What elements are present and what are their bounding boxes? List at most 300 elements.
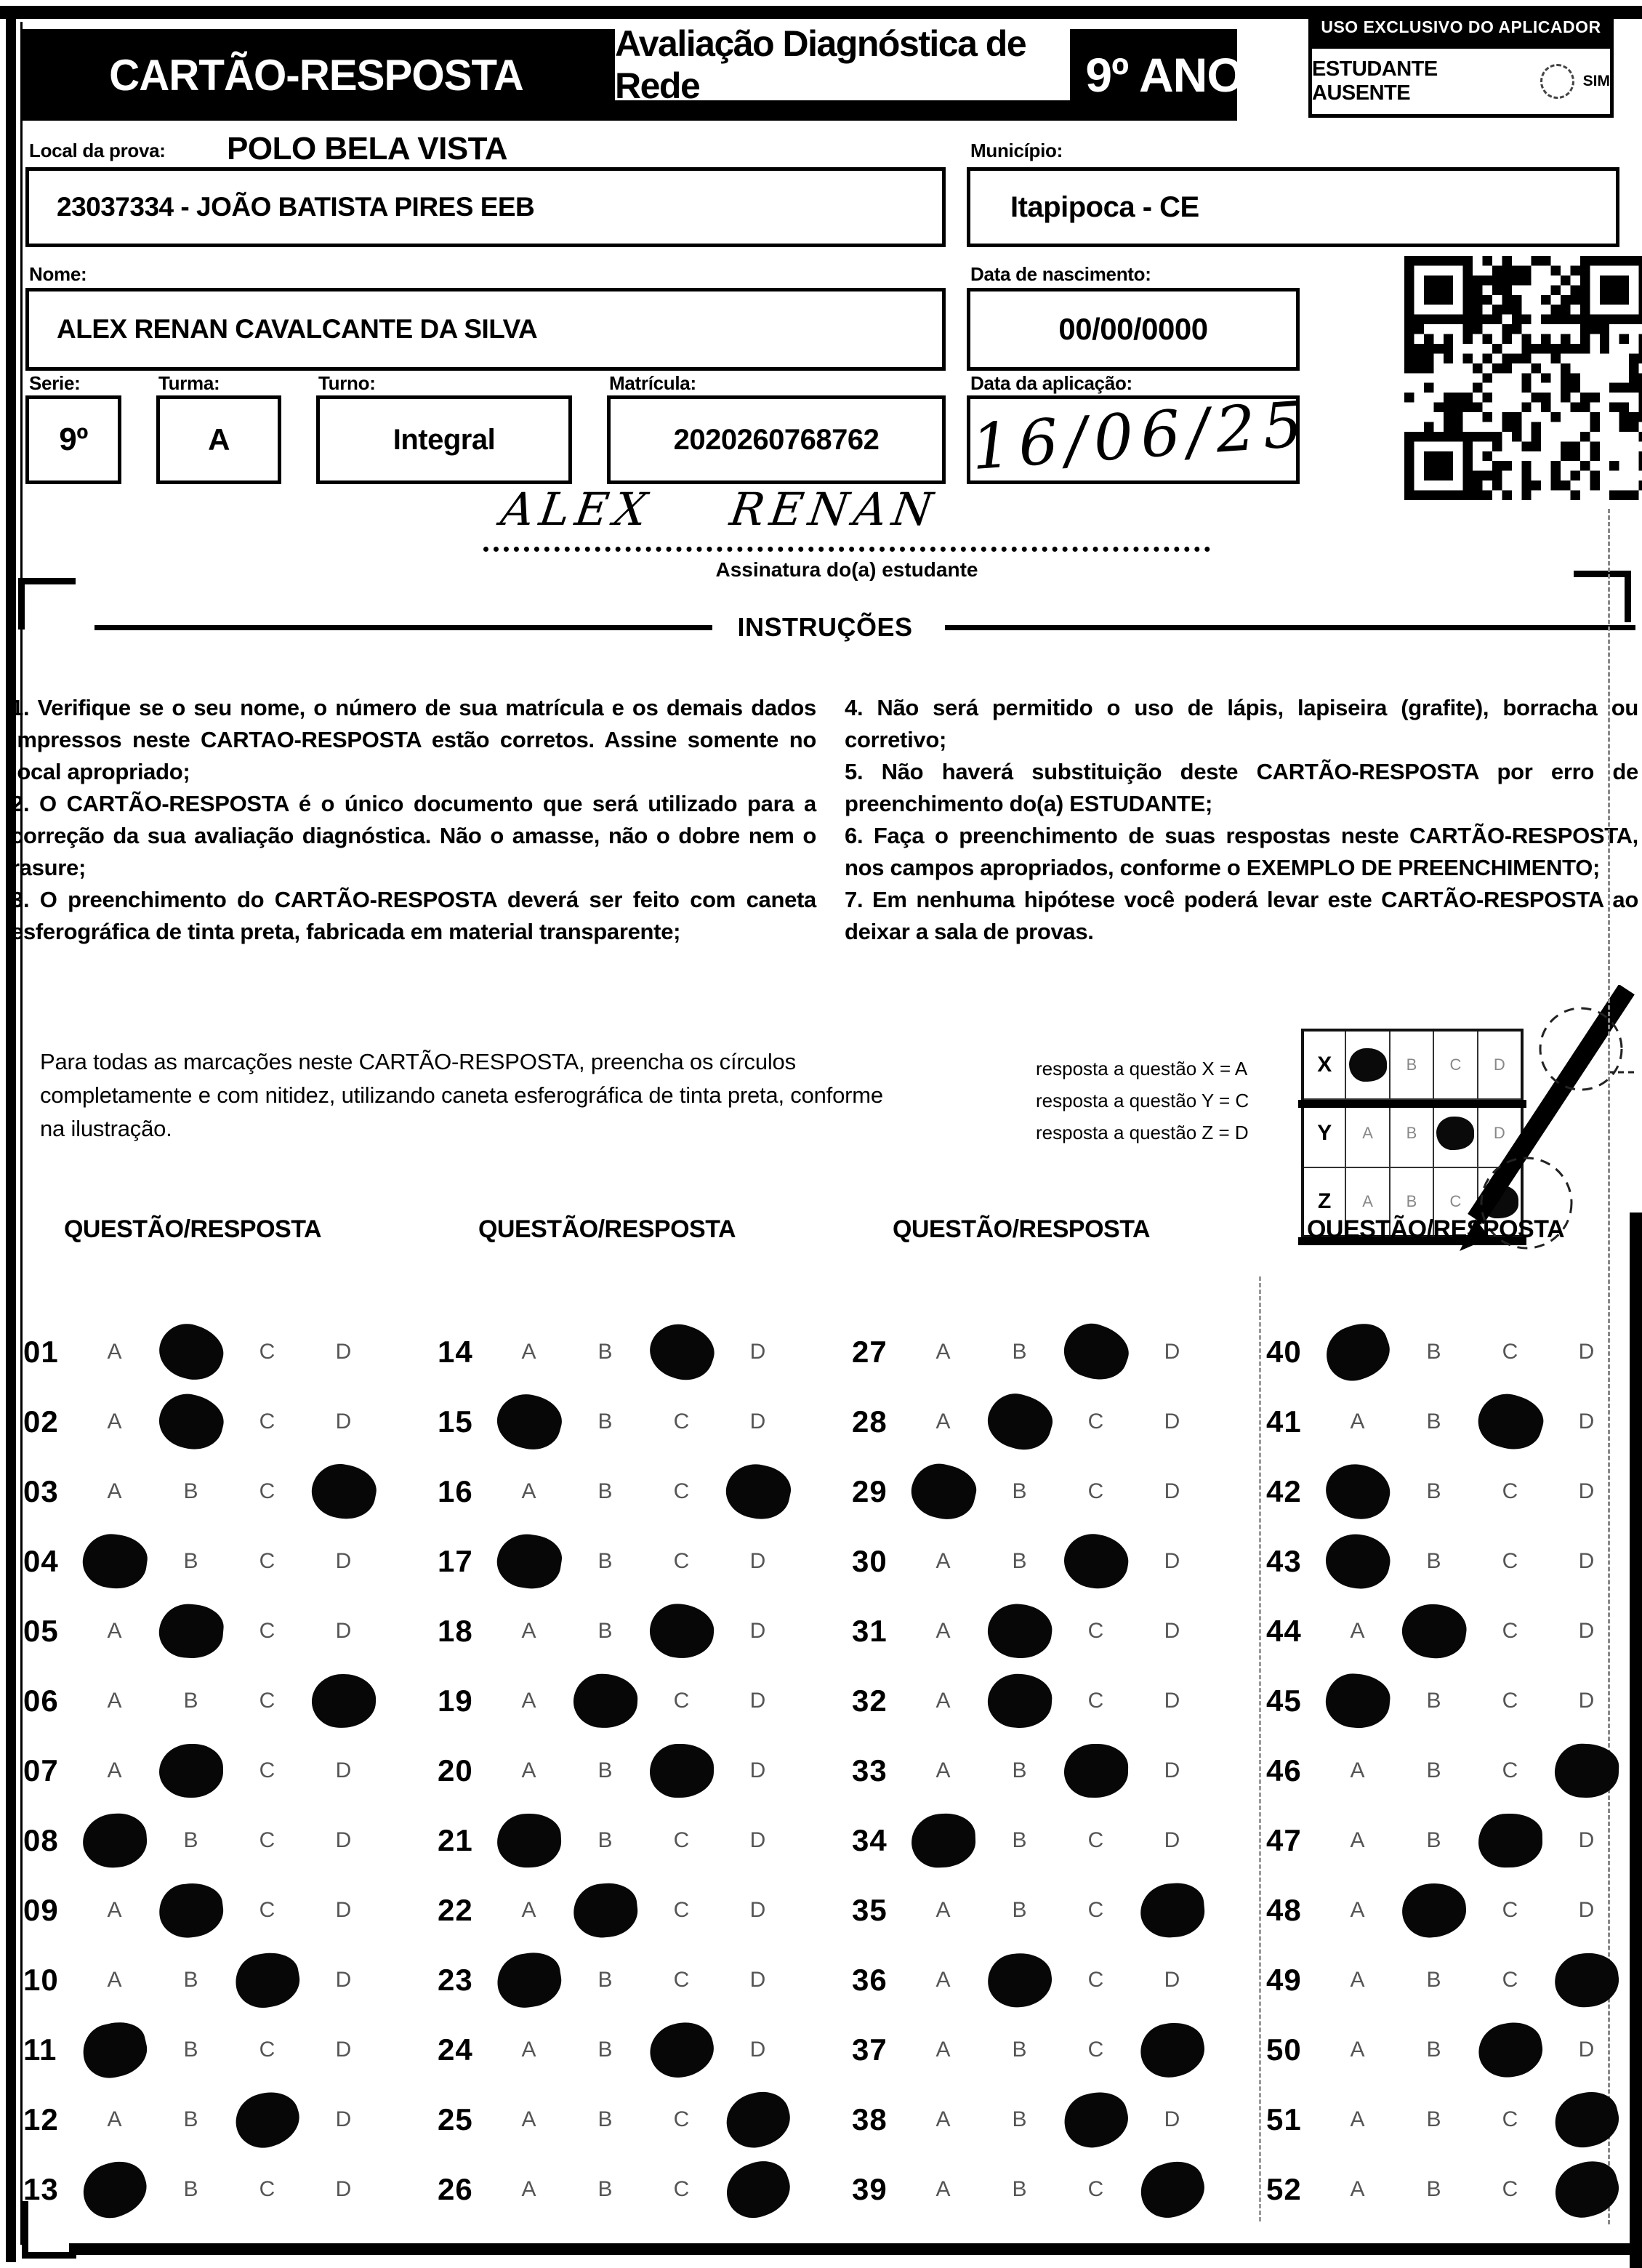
marked-bubble[interactable]: [720, 2086, 796, 2154]
answer-bubble[interactable]: [1478, 1549, 1543, 1574]
answer-bubble[interactable]: [1063, 1619, 1129, 1644]
answer-bubble[interactable]: [82, 1689, 148, 1713]
answer-bubble[interactable]: [1401, 2107, 1467, 2132]
answer-bubble[interactable]: [1063, 1689, 1129, 1713]
answer-bubble[interactable]: [496, 1535, 562, 1588]
answer-bubble[interactable]: [1325, 1674, 1391, 1728]
marked-bubble[interactable]: [496, 1812, 563, 1870]
example-legend-line: resposta a questão Z = D: [1036, 1122, 1249, 1143]
answer-bubble[interactable]: [987, 1898, 1053, 1923]
answer-bubble[interactable]: [649, 1828, 715, 1853]
answer-bubble[interactable]: [1401, 2038, 1467, 2062]
answer-bubble[interactable]: [573, 1828, 638, 1853]
answer-bubble[interactable]: [311, 1758, 377, 1783]
answer-bubble[interactable]: [1140, 2023, 1205, 2077]
answer-bubble[interactable]: [158, 1549, 224, 1574]
answer-bubble[interactable]: [649, 1898, 715, 1923]
question-number: 28: [852, 1404, 888, 1439]
ausente-mark-circle[interactable]: [1540, 64, 1574, 99]
answer-bubble[interactable]: [1401, 1549, 1467, 1574]
answer-bubble[interactable]: [235, 2177, 300, 2202]
matricula-box: [607, 395, 946, 484]
turma-label: Turma:: [158, 372, 220, 394]
answer-bubble[interactable]: [649, 1549, 715, 1574]
turma-value: A: [208, 422, 230, 457]
answer-bubble[interactable]: [82, 1535, 148, 1588]
answer-bubble[interactable]: [496, 1689, 562, 1713]
answer-bubble[interactable]: [311, 1828, 377, 1853]
answer-bubble[interactable]: [1401, 1758, 1467, 1783]
answer-bubble[interactable]: [1325, 1325, 1391, 1379]
answer-bubble[interactable]: [82, 1619, 148, 1644]
answer-bubble[interactable]: [649, 1968, 715, 1992]
answer-bubble-letter: A: [1350, 2107, 1366, 2131]
marked-bubble[interactable]: [1136, 2017, 1210, 2082]
answer-bubble[interactable]: [1554, 1828, 1619, 1853]
answer-bubble[interactable]: [1401, 1410, 1467, 1434]
question-row: [1265, 1317, 1642, 1387]
serie-box: [25, 395, 121, 484]
answer-bubble[interactable]: [911, 1689, 976, 1713]
answer-bubble[interactable]: [235, 2038, 300, 2062]
answer-bubble[interactable]: [1063, 2093, 1129, 2147]
answer-bubble[interactable]: [235, 1479, 300, 1504]
answer-bubble[interactable]: [987, 2177, 1053, 2202]
answer-bubble[interactable]: [987, 1758, 1053, 1783]
answer-bubble-letter: A: [521, 2107, 537, 2131]
answer-bubble[interactable]: [649, 1744, 715, 1798]
answer-bubble[interactable]: [1140, 2107, 1205, 2132]
answer-bubble[interactable]: [1554, 1619, 1619, 1644]
example-marked-bubble: [1349, 1048, 1387, 1082]
marked-bubble[interactable]: [1319, 1316, 1397, 1388]
answer-bubble[interactable]: [158, 1395, 224, 1449]
marked-bubble[interactable]: [157, 1601, 225, 1660]
answer-bubble[interactable]: [649, 2177, 715, 2202]
marked-bubble[interactable]: [311, 1673, 377, 1729]
answer-bubble[interactable]: [1554, 1689, 1619, 1713]
instruction-item: 1. Verifique se o seu nome, o número de sua matrícula e os demais dados impressos neste CARTAO-RESPOSTA estão corretos. Assine somente no local apropriado;: [11, 695, 816, 784]
marked-bubble[interactable]: [1472, 1387, 1549, 1457]
answer-bubble[interactable]: [1554, 1744, 1619, 1798]
answer-column-header: QUESTÃO/RESPOSTA: [1306, 1215, 1565, 1243]
answer-bubble[interactable]: [158, 1968, 224, 1992]
answer-bubble[interactable]: [987, 1340, 1053, 1364]
marked-bubble[interactable]: [1058, 2086, 1133, 2153]
answer-bubble[interactable]: [311, 1410, 377, 1434]
answer-bubble[interactable]: [911, 1619, 976, 1644]
marked-bubble[interactable]: [572, 1673, 639, 1730]
question-row: [22, 1666, 400, 1736]
answer-bubble[interactable]: [1401, 1479, 1467, 1504]
answer-bubble[interactable]: [311, 1619, 377, 1644]
answer-bubble[interactable]: [235, 2093, 300, 2147]
marked-bubble[interactable]: [1320, 1457, 1395, 1525]
marked-bubble[interactable]: [1478, 1813, 1542, 1868]
answer-bubble[interactable]: [1478, 2107, 1543, 2132]
marked-bubble[interactable]: [491, 1388, 567, 1456]
answer-bubble[interactable]: [987, 1479, 1053, 1504]
answer-bubble[interactable]: [1063, 1744, 1129, 1798]
answer-bubble[interactable]: [573, 1674, 638, 1728]
answer-bubble[interactable]: [725, 2038, 791, 2062]
answer-bubble[interactable]: [573, 1410, 638, 1434]
answer-bubble[interactable]: [1140, 1883, 1205, 1937]
answer-bubble[interactable]: [911, 2107, 976, 2132]
answer-bubble[interactable]: [235, 1953, 300, 2007]
answer-bubble[interactable]: [987, 2038, 1053, 2062]
answer-bubble[interactable]: [1325, 1535, 1391, 1588]
answer-bubble[interactable]: [911, 1410, 976, 1434]
marked-bubble[interactable]: [647, 1601, 716, 1662]
marked-bubble[interactable]: [153, 1388, 228, 1455]
marked-bubble[interactable]: [81, 1811, 149, 1870]
marked-bubble[interactable]: [1549, 2155, 1625, 2224]
answer-bubble[interactable]: [649, 1410, 715, 1434]
answer-bubble[interactable]: [1478, 2023, 1543, 2077]
answer-bubble[interactable]: [496, 1814, 562, 1867]
answer-bubble[interactable]: [725, 1689, 791, 1713]
marked-bubble[interactable]: [571, 1881, 640, 1941]
answer-column: [1265, 1215, 1642, 2206]
answer-bubble-letter: B: [1426, 1410, 1442, 1433]
marked-bubble[interactable]: [720, 2154, 797, 2225]
answer-bubble[interactable]: [1325, 1619, 1391, 1644]
answer-bubble[interactable]: [725, 1465, 791, 1519]
answer-bubble[interactable]: [725, 2093, 791, 2147]
answer-bubble[interactable]: [496, 1953, 562, 2007]
answer-bubble[interactable]: [1478, 1968, 1543, 1992]
answer-bubble[interactable]: [1554, 2163, 1619, 2216]
answer-bubble[interactable]: [496, 1619, 562, 1644]
answer-bubble[interactable]: [649, 1604, 715, 1658]
marked-bubble[interactable]: [76, 2154, 153, 2226]
answer-bubble[interactable]: [1140, 1410, 1205, 1434]
answer-bubble[interactable]: [725, 1828, 791, 1853]
answer-bubble[interactable]: [496, 2177, 562, 2202]
answer-bubble[interactable]: [725, 1619, 791, 1644]
aplicador-box-title: USO EXCLUSIVO DO APLICADOR: [1308, 9, 1614, 45]
answer-bubble[interactable]: [1554, 2093, 1619, 2147]
marked-bubble[interactable]: [984, 1949, 1055, 2011]
marked-bubble[interactable]: [79, 1530, 150, 1593]
bottom-border-line: [69, 2243, 1642, 2255]
answer-bubble[interactable]: [311, 1340, 377, 1364]
answer-bubble[interactable]: [496, 1898, 562, 1923]
answer-bubble[interactable]: [1140, 1479, 1205, 1504]
answer-bubble[interactable]: [311, 1465, 377, 1519]
answer-bubble-letter: C: [673, 2177, 691, 2201]
answer-bubble[interactable]: [649, 1325, 715, 1379]
answer-bubble[interactable]: [573, 2177, 638, 2202]
marked-bubble[interactable]: [650, 1744, 714, 1798]
answer-bubble-letter: B: [1426, 1549, 1442, 1573]
answer-bubble[interactable]: [573, 1549, 638, 1574]
answer-bubble[interactable]: [987, 1828, 1053, 1853]
signature-line[interactable]: [483, 500, 1210, 552]
answer-bubble[interactable]: [649, 1479, 715, 1504]
answer-bubble[interactable]: [911, 2038, 976, 2062]
answer-bubble[interactable]: [1325, 1898, 1391, 1923]
answer-bubble[interactable]: [725, 1758, 791, 1783]
answer-bubble[interactable]: [911, 1898, 976, 1923]
answer-bubble-letter: C: [1087, 1689, 1105, 1713]
answer-bubble[interactable]: [1140, 1689, 1205, 1713]
marked-bubble[interactable]: [231, 1948, 304, 2012]
answer-bubble[interactable]: [1325, 1410, 1391, 1434]
answer-bubble[interactable]: [235, 1619, 300, 1644]
answer-bubble[interactable]: [1554, 1340, 1619, 1364]
answer-bubble[interactable]: [311, 2177, 377, 2202]
answer-bubble[interactable]: [158, 1828, 224, 1853]
answer-bubble[interactable]: [1478, 1395, 1543, 1449]
answer-bubble[interactable]: [496, 2107, 562, 2132]
matricula-value: 2020260768762: [673, 423, 880, 456]
answer-bubble[interactable]: [1325, 1465, 1391, 1519]
answer-bubble-letter: A: [935, 1968, 951, 1992]
answer-bubble[interactable]: [82, 1479, 148, 1504]
answer-bubble[interactable]: [1554, 1479, 1619, 1504]
ausente-option-label: SIM: [1582, 73, 1610, 89]
answer-bubble-letter: B: [597, 2177, 613, 2201]
answer-bubble[interactable]: [235, 1828, 300, 1853]
answer-bubble[interactable]: [911, 1465, 976, 1519]
marked-bubble[interactable]: [1398, 1600, 1469, 1662]
answer-bubble[interactable]: [1063, 1479, 1129, 1504]
answer-bubble[interactable]: [1401, 1689, 1467, 1713]
answer-bubble[interactable]: [725, 1549, 791, 1574]
answer-bubble[interactable]: [235, 1340, 300, 1364]
answer-bubble[interactable]: [82, 1410, 148, 1434]
answer-bubble[interactable]: [82, 1898, 148, 1923]
answer-bubble[interactable]: [1140, 1968, 1205, 1992]
answer-bubble[interactable]: [1063, 1898, 1129, 1923]
answer-bubble[interactable]: [1140, 1828, 1205, 1853]
question-row: [850, 1806, 1228, 1875]
answer-bubble[interactable]: [725, 1340, 791, 1364]
answer-bubble[interactable]: [1401, 1340, 1467, 1364]
answer-bubble[interactable]: [1325, 1968, 1391, 1992]
answer-bubble-letter: A: [935, 1619, 951, 1643]
marked-bubble[interactable]: [911, 1812, 977, 1868]
answer-bubble[interactable]: [496, 1395, 562, 1449]
answer-bubble[interactable]: [158, 1689, 224, 1713]
answer-bubble[interactable]: [158, 1604, 224, 1658]
answer-bubble[interactable]: [1063, 1410, 1129, 1434]
answer-bubble[interactable]: [573, 1340, 638, 1364]
answer-bubble[interactable]: [911, 1340, 976, 1364]
answer-bubble[interactable]: [911, 1968, 976, 1992]
question-number: 19: [438, 1684, 473, 1718]
answer-bubble[interactable]: [1325, 1758, 1391, 1783]
answer-bubble[interactable]: [573, 1479, 638, 1504]
marked-bubble[interactable]: [307, 1459, 381, 1524]
answer-bubble[interactable]: [82, 1340, 148, 1364]
question-row: [850, 1875, 1228, 1945]
marked-bubble[interactable]: [643, 1316, 721, 1388]
answer-bubble[interactable]: [911, 1549, 976, 1574]
answer-bubble[interactable]: [725, 1968, 791, 1992]
answer-bubble[interactable]: [1478, 1758, 1543, 1783]
answer-bubble[interactable]: [987, 1549, 1053, 1574]
answer-bubble[interactable]: [311, 1674, 377, 1728]
answer-bubble[interactable]: [158, 2107, 224, 2132]
answer-bubble[interactable]: [1063, 1968, 1129, 1992]
marked-bubble[interactable]: [156, 1880, 226, 1941]
answer-bubble[interactable]: [987, 1953, 1053, 2007]
answer-bubble[interactable]: [911, 1814, 976, 1867]
answer-bubble[interactable]: [725, 2163, 791, 2216]
answer-bubble[interactable]: [82, 1814, 148, 1867]
marked-bubble[interactable]: [1474, 2018, 1547, 2082]
answer-bubble[interactable]: [235, 1898, 300, 1923]
answer-bubble[interactable]: [1401, 1968, 1467, 1992]
answer-bubble[interactable]: [725, 1410, 791, 1434]
answer-bubble[interactable]: [158, 2177, 224, 2202]
answer-bubble[interactable]: [311, 2038, 377, 2062]
answer-bubble[interactable]: [573, 1619, 638, 1644]
answer-bubble[interactable]: [1478, 1689, 1543, 1713]
answer-bubble[interactable]: [1478, 1814, 1543, 1867]
marked-bubble[interactable]: [153, 1317, 230, 1387]
answer-bubble[interactable]: [1140, 1758, 1205, 1783]
marked-bubble[interactable]: [1554, 1742, 1620, 1798]
answer-bubble[interactable]: [1140, 1619, 1205, 1644]
answer-bubble[interactable]: [1325, 2038, 1391, 2062]
answer-bubble[interactable]: [235, 1410, 300, 1434]
marked-bubble[interactable]: [1552, 1950, 1622, 2011]
instruction-item: 3. O preenchimento do CARTÃO-RESPOSTA deverá ser feito com caneta esferográfica de tinta preta, fabricada em material transparente;: [11, 887, 816, 944]
answer-bubble[interactable]: [158, 2038, 224, 2062]
answer-bubble[interactable]: [1554, 1953, 1619, 2007]
answer-bubble[interactable]: [573, 2038, 638, 2062]
answer-bubble[interactable]: [1063, 1828, 1129, 1853]
answer-bubble[interactable]: [82, 2023, 148, 2077]
answer-bubble[interactable]: [496, 1479, 562, 1504]
answer-bubble[interactable]: [1325, 2107, 1391, 2132]
answer-bubble[interactable]: [82, 2107, 148, 2132]
answer-bubble[interactable]: [158, 1325, 224, 1379]
signature-label: Assinatura do(a) estudante: [715, 558, 978, 581]
answer-bubble[interactable]: [1554, 1898, 1619, 1923]
answer-bubble[interactable]: [82, 1968, 148, 1992]
answer-bubble[interactable]: [649, 2023, 715, 2077]
answer-bubble-letter: A: [107, 1479, 123, 1503]
answer-bubble[interactable]: [158, 1744, 224, 1798]
answer-bubble-letter: D: [1578, 1549, 1595, 1573]
answer-bubble[interactable]: [649, 1689, 715, 1713]
marked-bubble[interactable]: [494, 1530, 565, 1593]
marked-bubble[interactable]: [1550, 2086, 1624, 2153]
marked-bubble[interactable]: [985, 1601, 1055, 1662]
answer-bubble[interactable]: [1554, 1410, 1619, 1434]
answer-bubble[interactable]: [1401, 2177, 1467, 2202]
answer-bubble[interactable]: [1401, 1883, 1467, 1937]
marked-bubble[interactable]: [906, 1458, 981, 1525]
answer-bubble[interactable]: [1478, 1898, 1543, 1923]
answer-bubble[interactable]: [1478, 2177, 1543, 2202]
marked-bubble[interactable]: [1138, 1881, 1207, 1939]
answer-bubble[interactable]: [1554, 2038, 1619, 2062]
answer-bubble[interactable]: [235, 1689, 300, 1713]
marked-bubble[interactable]: [1063, 1743, 1128, 1798]
answer-bubble[interactable]: [1325, 1828, 1391, 1853]
marked-bubble[interactable]: [721, 1459, 794, 1525]
answer-bubble[interactable]: [1140, 1340, 1205, 1364]
answer-column: [436, 1215, 814, 2206]
answer-bubble[interactable]: [911, 1758, 976, 1783]
answer-bubble[interactable]: [496, 1340, 562, 1364]
answer-bubble[interactable]: [158, 1883, 224, 1937]
marked-bubble[interactable]: [158, 1743, 223, 1798]
answer-bubble[interactable]: [1325, 2177, 1391, 2202]
answer-bubble[interactable]: [987, 1395, 1053, 1449]
answer-bubble[interactable]: [82, 1758, 148, 1783]
marked-bubble[interactable]: [982, 1387, 1058, 1456]
answer-bubble[interactable]: [1554, 1549, 1619, 1574]
answer-bubble[interactable]: [235, 1549, 300, 1574]
answer-bubble[interactable]: [1140, 2163, 1205, 2216]
answer-bubble[interactable]: [573, 1758, 638, 1783]
answer-bubble[interactable]: [1063, 2177, 1129, 2202]
example-bubble-letter: B: [1406, 1055, 1417, 1074]
answer-bubble[interactable]: [311, 1968, 377, 1992]
answer-bubble[interactable]: [82, 2163, 148, 2216]
answer-bubble[interactable]: [573, 2107, 638, 2132]
marked-bubble[interactable]: [78, 2016, 152, 2083]
answer-bubble[interactable]: [1401, 1604, 1467, 1658]
answer-bubble[interactable]: [496, 1758, 562, 1783]
marked-bubble[interactable]: [1057, 1316, 1135, 1388]
answer-bubble[interactable]: [987, 2107, 1053, 2132]
turno-label: Turno:: [318, 372, 376, 394]
answer-bubble[interactable]: [987, 1674, 1053, 1728]
answer-bubble[interactable]: [1063, 2038, 1129, 2062]
answer-bubble[interactable]: [1478, 1619, 1543, 1644]
marked-bubble[interactable]: [1321, 1529, 1395, 1593]
marked-bubble[interactable]: [1401, 1881, 1468, 1939]
marked-bubble[interactable]: [986, 1672, 1054, 1730]
answer-bubble[interactable]: [311, 1549, 377, 1574]
answer-bubble[interactable]: [649, 2107, 715, 2132]
answer-bubble[interactable]: [311, 2107, 377, 2132]
answer-bubble[interactable]: [987, 1604, 1053, 1658]
marked-bubble[interactable]: [645, 2017, 718, 2083]
question-row: [850, 2085, 1228, 2155]
example-legend: [1036, 1053, 1283, 1149]
marked-bubble[interactable]: [494, 1949, 565, 2012]
answer-bubble[interactable]: [573, 1968, 638, 1992]
answer-bubble[interactable]: [158, 1479, 224, 1504]
question-number: 30: [852, 1544, 888, 1578]
answer-bubble[interactable]: [235, 1758, 300, 1783]
answer-bubble[interactable]: [1063, 1325, 1129, 1379]
answer-bubble[interactable]: [1140, 1549, 1205, 1574]
answer-bubble[interactable]: [573, 1883, 638, 1937]
answer-bubble[interactable]: [1478, 1340, 1543, 1364]
answer-bubble[interactable]: [1063, 1535, 1129, 1588]
answer-bubble[interactable]: [311, 1898, 377, 1923]
answer-bubble[interactable]: [911, 2177, 976, 2202]
answer-bubble[interactable]: [725, 1898, 791, 1923]
marked-bubble[interactable]: [1324, 1671, 1392, 1730]
marked-bubble[interactable]: [230, 2085, 306, 2154]
answer-bubble[interactable]: [1478, 1479, 1543, 1504]
answer-bubble[interactable]: [496, 2038, 562, 2062]
answer-bubble[interactable]: [1401, 1828, 1467, 1853]
marked-bubble[interactable]: [1060, 1529, 1132, 1593]
marked-bubble[interactable]: [1134, 2155, 1211, 2224]
